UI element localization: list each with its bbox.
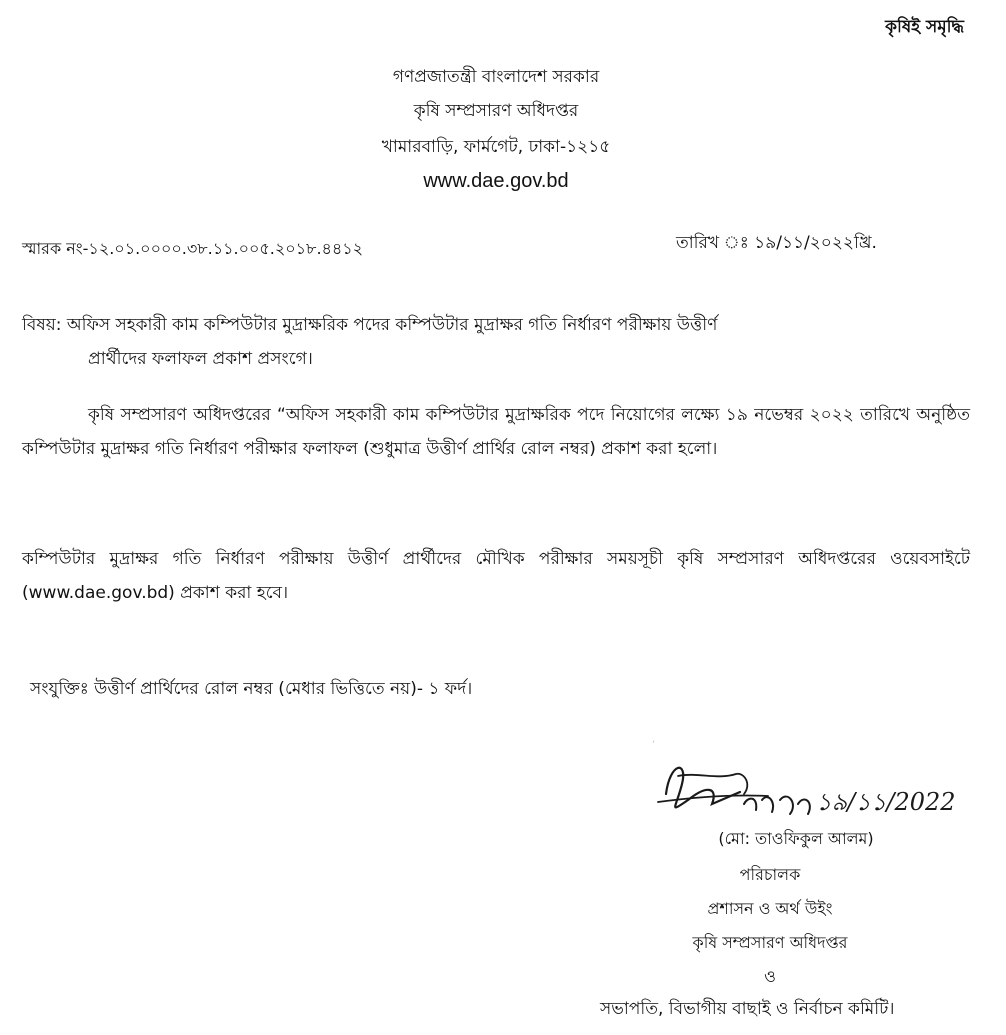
attachment-note: সংযুক্তিঃ উত্তীর্ণ প্রার্থিদের রোল নম্বর (মেধার ভিত্তিতে নয়)- ১ ফর্দ। — [30, 679, 473, 699]
memo-number: স্মারক নং-১২.০১.০০০০.৩৮.১১.০০৫.২০১৮.৪৪১২ — [22, 239, 364, 258]
signatory-office: কৃষি সম্প্রসারণ অধিদপ্তর — [692, 933, 848, 952]
subject-label: বিষয়: — [22, 315, 62, 335]
motto: কৃষিই সমৃদ্ধি — [885, 17, 964, 37]
signatory-designation: পরিচালক — [739, 865, 801, 884]
subject-line-1: অফিস সহকারী কাম কম্পিউটার মুদ্রাক্ষরিক পদের কম্পিউটার মুদ্রাক্ষর গতি নির্ধারণ পরীক্ষায় উত্তীর্ণ — [66, 315, 718, 335]
government-name: গণপ্রজাতন্ত্রী বাংলাদেশ সরকার — [392, 67, 600, 87]
subject-line-2: প্রার্থীদের ফলাফল প্রকাশ প্রসংগে। — [88, 349, 313, 369]
subject-block — [22, 308, 970, 376]
body-paragraph-2: কম্পিউটার মুদ্রাক্ষর গতি নির্ধারণ পরীক্ষায় উত্তীর্ণ প্রার্থীদের মৌখিক পরীক্ষার সময়সূচী কৃষি সম্প্রসারণ অধিদপ্তরের ওয়েবসাইটে (www.dae.gov.bd) প্রকাশ করা হবে। — [22, 549, 970, 603]
signatory-wing: প্রশাসন ও অর্থ উইং — [707, 899, 833, 918]
handwritten-signature — [648, 754, 956, 834]
body-paragraph-1: কৃষি সম্প্রসারণ অধিদপ্তরের “অফিস সহকারী কাম কম্পিউটার মুদ্রাক্ষরিক পদে নিয়োগের লক্ষ্যে ১৯ নভেম্বর ২০২২ তারিখে অনুষ্ঠিত কম্পিউটার মুদ্রাক্ষর গতি নির্ধারণ পরীক্ষার ফলাফল (শুধুমাত্র উত্তীর্ণ প্রার্থির রোল নম্বর) প্রকাশ করা হলো। — [22, 405, 970, 459]
signatory-conjunction: ও — [764, 967, 776, 986]
signature-date: ১৯/১১/2022 — [816, 788, 956, 816]
signatory-name: (মো: তাওফিকুল আলম) — [718, 829, 874, 848]
department-name: কৃষি সম্প্রসারণ অধিদপ্তর — [413, 101, 579, 121]
scan-speck: , — [652, 734, 656, 745]
letter-date: তারিখ ঃ ১৯/১১/২০২২খ্রি. — [676, 233, 877, 253]
website-address: www.dae.gov.bd — [423, 170, 569, 192]
signatory-committee: সভাপতি, বিভাগীয় বাছাই ও নির্বাচন কমিটি। — [600, 999, 895, 1019]
office-address: খামারবাড়ি, ফার্মগেট, ঢাকা-১২১৫ — [381, 137, 611, 157]
